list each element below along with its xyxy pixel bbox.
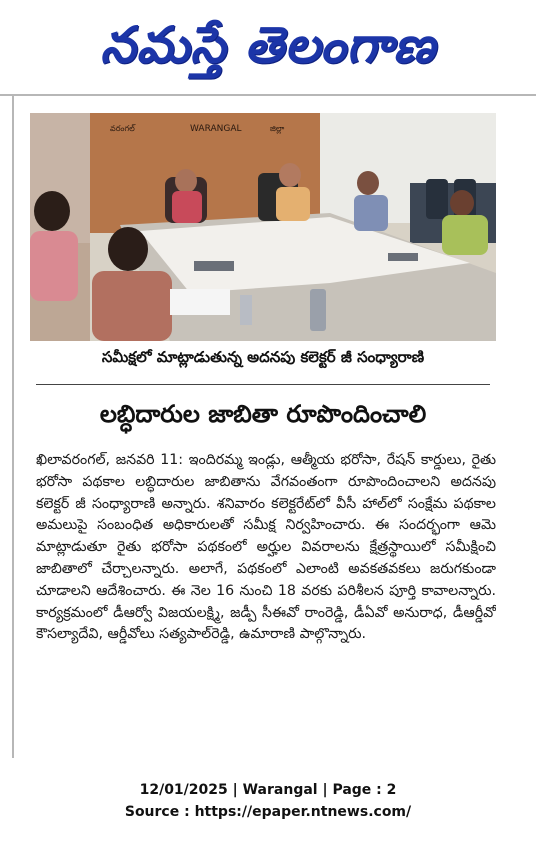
article-headline: లబ్ధిదారుల జాబితా రూపొందించాలి (99, 400, 427, 428)
wall-sign-right: జిల్లా (270, 124, 285, 133)
masthead-logo: నమస్తే తెలంగాణ (100, 16, 436, 74)
masthead-divider (0, 94, 536, 96)
column-divider (12, 96, 14, 758)
wall-sign-left: వరంగల్ (110, 124, 135, 133)
footer-date-line: 12/01/2025 | Warangal | Page : 2 (139, 782, 397, 798)
caption-separator (36, 384, 490, 385)
footer-source-link[interactable]: Source : https://epaper.ntnews.com/ (124, 804, 412, 820)
wall-sign-text: WARANGAL (190, 124, 242, 134)
news-photo (30, 113, 496, 341)
photo-caption: సమీక్షలో మాట్లాడుతున్న అదనపు కలెక్టర్ జీ సంధ్యారాణి (101, 348, 425, 366)
article-body: ఖిలావరంగల్, జనవరి 11: ఇందిరమ్మ ఇండ్లు, ఆత్మీయ భరోసా, రేషన్ కార్డులు, రైతు భరోసా పథకాల లబ్ధిదారుల జాబితాను వేగవంతంగా రూపొందించాలని అదనపు కలెక్టర్ జీ సంధ్యారాణి అన్నారు. శనివారం కలెక్టరేట్‌లో వీసీ హాల్‌లో సంక్షేమ పథకాల అమలుపై సంబంధిత అధికారులతో సమీక్ష నిర్వహించారు. ఈ సందర్భంగా ఆమె మాట్లాడుతూ రైతు భరోసా పథకంలో అర్హుల వివరాలను క్షేత్రస్థాయిలో సమీక్షించి జాబితాలో చేర్చాలన్నారు. అలాగే, పథకంలో ఎలాంటి అవకతవకలు జరుగకుండా చూడాలని ఆదేశించారు. ఈ నెల 16 నుంచి 18 వరకు పరిశీలన పూర్తి కావాలన్నారు. కార్యక్రమంలో డీఆర్వో విజయలక్ష్మి, జడ్పీ సీఈవో రాంరెడ్డి, డీఏవో అనురాధ, డీఆర్డీవో కౌసల్యాదేవి, ఆర్డీవోలు సత్యపాల్‌రెడ్డి, ఉమారాణి పాల్గొన్నారు. (36, 452, 496, 643)
